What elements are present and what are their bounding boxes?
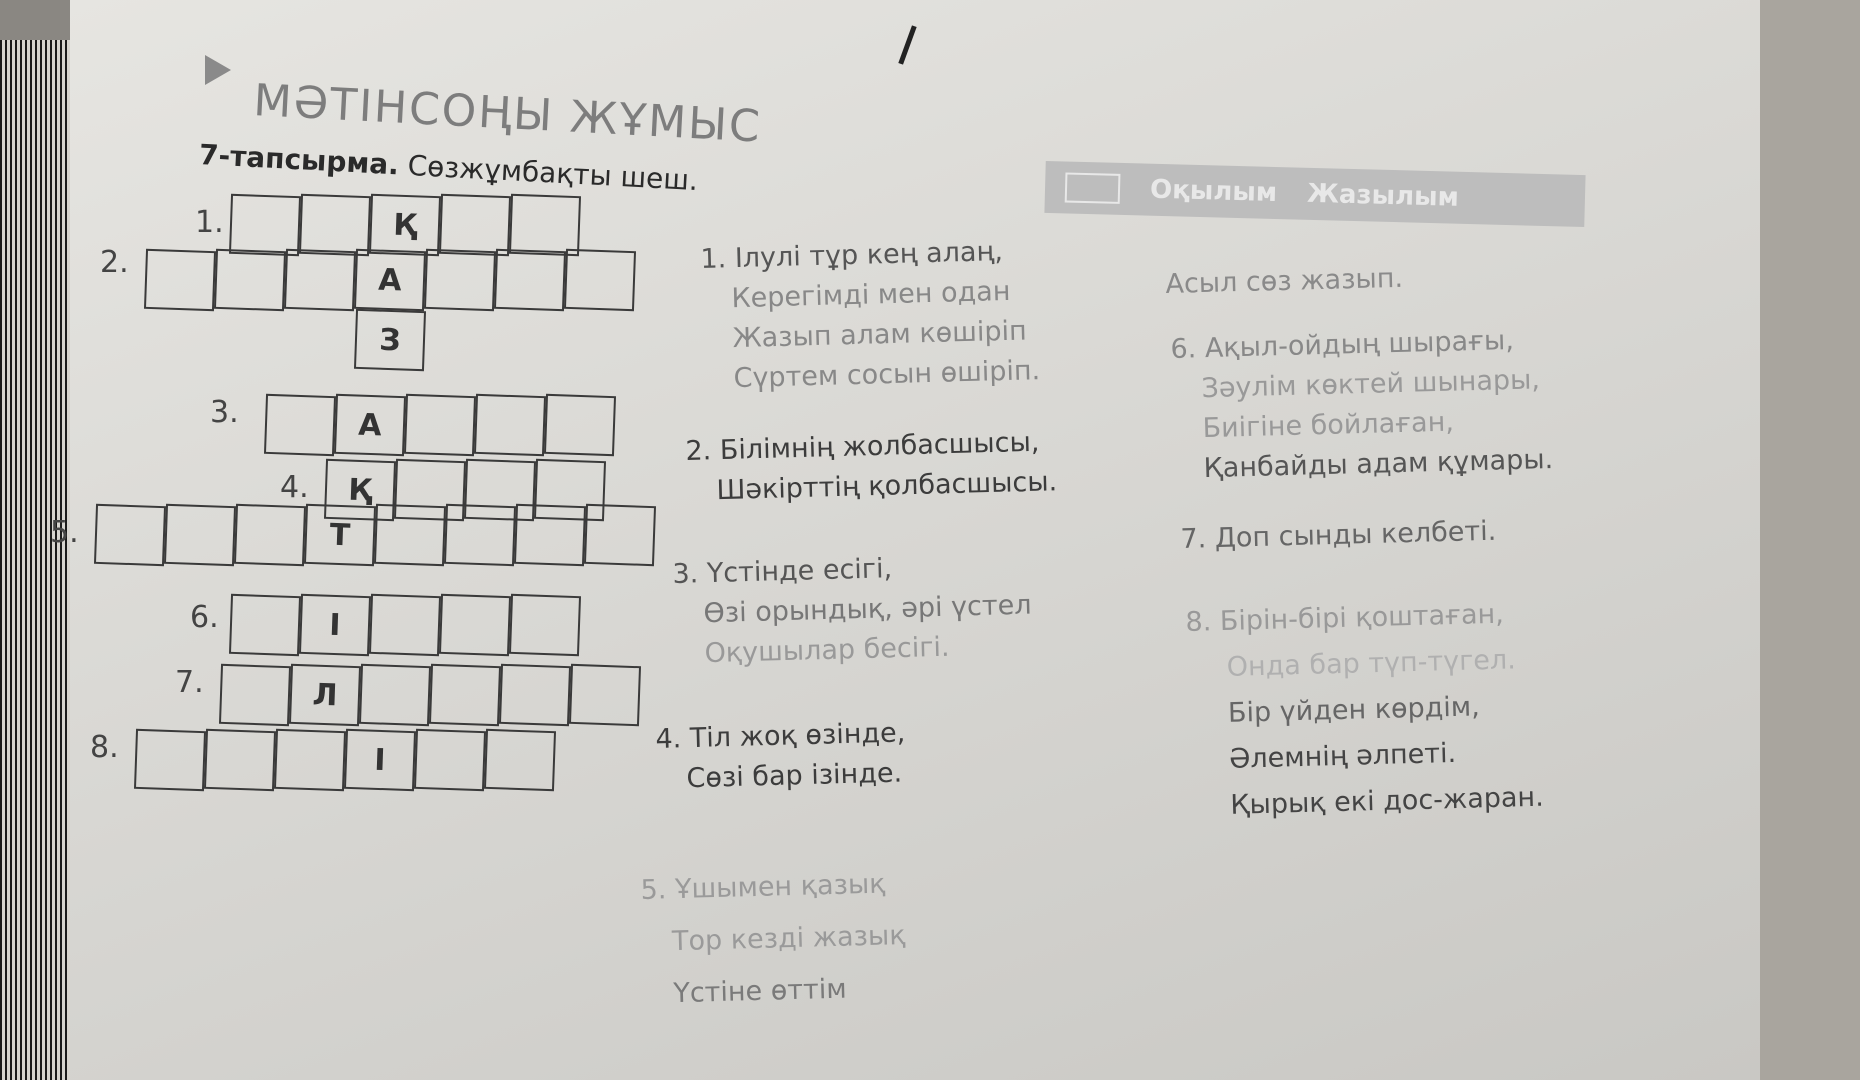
crossword-row-number: 5. [50,515,79,550]
crossword-cell [499,664,571,726]
crossword-row-number: 8. [90,730,119,765]
crossword-cell [424,249,496,311]
riddle-1 [700,231,1041,400]
crossword-cell [509,194,581,256]
crossword-cell [414,729,486,791]
section-title: МӘТІНСОҢЫ ЖҰМЫС [252,75,763,153]
riddle-line: Сөзі бар ізінде. [686,757,903,795]
riddle-line: Тор кезді жазық [671,920,906,958]
task-label: 7-тапсырма. [198,138,400,182]
riddle-line: Үстіне өттім [672,973,847,1010]
riddle-line: Онда бар түп-түгел. [1226,644,1517,683]
crossword-key-cell: З [354,309,426,371]
tab-writing: Жазылым [1306,178,1460,213]
crossword-cell [229,194,301,256]
riddle-line: Оқушылар бесігі. [704,631,950,670]
crossword-cell [274,729,346,791]
riddle-line: Қанбайды адам құмары. [1203,444,1554,485]
tab-reading: Оқылым [1149,174,1278,209]
crossword-row-number: 1. [195,205,224,240]
crossword-cell [569,664,641,726]
crossword-cell [494,249,566,311]
crossword-key-cell: І [299,594,371,656]
riddle-3 [672,546,1033,675]
crossword-cell [214,249,286,311]
crossword-cell [444,504,516,566]
crossword-row-number: 4. [280,470,309,505]
riddle-line: 5. Ұшымен қазық [640,868,886,906]
crossword-key-cell: Қ [324,459,396,521]
crossword-cell [264,394,336,456]
riddle-line: Шәкірттің қолбасшысы. [716,466,1058,507]
riddle-line: Сүртем сосын өшіріп. [733,355,1041,395]
crossword-cell [359,664,431,726]
riddle-line: 2. Білімнің жолбасшысы, [685,426,1040,467]
section-arrow-icon [205,55,231,85]
crossword-key-cell: Л [289,664,361,726]
riddle-line: 7. Доп сынды келбеті. [1180,515,1497,555]
crossword-key-cell: Т [304,504,376,566]
riddle-4 [655,713,907,800]
crossword-cell [404,394,476,456]
crossword-cell [439,194,511,256]
crossword-cell [584,504,656,566]
riddle-line: 6. Ақыл-ойдың шырағы, [1170,325,1515,365]
riddle-line: Биігіне бойлаған, [1202,406,1455,445]
crossword-cell [514,504,586,566]
riddle-line: Зәулім көктей шынары, [1201,364,1541,405]
crossword-key-cell: Қ [369,194,441,256]
crossword-cell [229,594,301,656]
crossword-cell [284,249,356,311]
crossword-row-number: 6. [190,600,219,635]
riddle-7 [1180,512,1497,560]
crossword-cell [474,394,546,456]
crossword-row-number: 2. [100,245,129,280]
task-instruction: Сөзжұмбақты шеш. [406,148,699,198]
riddle-8 [1185,591,1544,830]
crossword-cell [369,594,441,656]
crossword-cell [374,504,446,566]
riddle-6-prefix [1165,259,1404,305]
crossword-cell [439,594,511,656]
crossword-cell [509,594,581,656]
crossword-cell [429,664,501,726]
riddle-line: Қырық екі дос-жаран. [1229,781,1545,821]
riddle-line: Әлемнің әлпеті. [1228,737,1457,775]
crossword-cell [219,664,291,726]
crossword-cell [164,504,236,566]
crossword-key-cell: А [354,249,426,311]
riddle-line: Бір үйден көрдім, [1227,691,1481,729]
riddle-line: 1. Ілулі тұр кең алаң, [700,236,1004,275]
crossword-cell [204,729,276,791]
crossword-cell [564,249,636,311]
crossword-row-number: 7. [175,665,204,700]
crossword-cell [299,194,371,256]
riddle-line: 4. Тіл жоқ өзінде, [655,717,906,755]
riddle-6 [1170,320,1554,490]
riddle-line: 8. Бірін-бірі қоштаған, [1185,598,1505,638]
riddle-line: Жазып алам көшіріп [732,315,1028,355]
crossword-key-cell: А [334,394,406,456]
riddle-5 [640,858,908,1021]
riddle-line: Асыл сөз жазып. [1165,262,1404,300]
book-icon [1065,172,1121,203]
crossword-cell [234,504,306,566]
riddle-line: 3. Үстінде есігі, [672,553,893,590]
riddle-line: Өзі орындық, әрі үстел [703,589,1032,630]
riddle-2 [685,422,1058,512]
crossword-key-cell: І [344,729,416,791]
crossword-cell [484,729,556,791]
crossword-cell [544,394,616,456]
riddle-line: Керегімді мен одан [731,275,1011,315]
crossword-cell [134,729,206,791]
crossword-row-number: 3. [210,395,239,430]
crossword-cell [144,249,216,311]
crossword-cell [94,504,166,566]
